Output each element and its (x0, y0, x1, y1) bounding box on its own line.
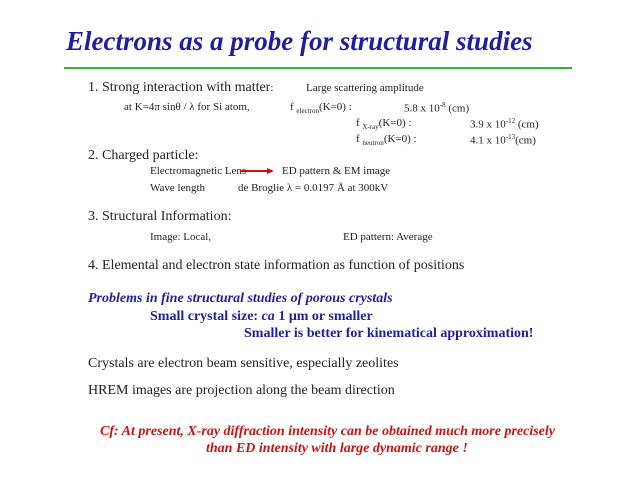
f-electron-value (404, 101, 469, 115)
ed-pattern-average: ED pattern: Average (343, 231, 433, 243)
cf-note-line-1: Cf: At present, X-ray diffraction intensity can be obtained much more precisely (100, 424, 555, 439)
section-1-colon: : (270, 82, 274, 94)
f-xray-arg: (K=0) : (378, 117, 412, 129)
small-crystal-size (150, 309, 373, 325)
section-3-heading: 3. Structural Information: (88, 209, 232, 224)
electromagnetic-lens: Electromagnetic Lens (150, 165, 247, 177)
small-crystal-size-value: 1 μm or smaller (274, 309, 373, 324)
wavelength-label: Wave length (150, 182, 206, 194)
f-neutron-label (356, 133, 417, 147)
f-neutron-base: 4.1 x 10 (470, 134, 506, 147)
section-1-heading (88, 80, 273, 96)
f-neutron-sub: neutron (362, 139, 384, 148)
image-local: Image: Local, (150, 231, 212, 243)
cf-note-line-2: than ED intensity with large dynamic range ! (206, 441, 468, 456)
title-underline (64, 67, 572, 69)
f-neutron-symbol: f (356, 133, 363, 145)
f-xray-base: 3.9 x 10 (470, 118, 506, 131)
beam-sensitive-note: Crystals are electron beam sensitive, especially zeolites (88, 356, 399, 371)
slide-title: Electrons as a probe for structural studies (66, 26, 533, 56)
problems-heading: Problems in fine structural studies of porous crystals (88, 291, 393, 306)
de-broglie-wavelength: de Broglie λ = 0.0197 Å at 300kV (238, 182, 389, 194)
f-electron-arg: (K=0) : (318, 101, 352, 113)
f-electron-base: 5.8 x 10 (404, 102, 440, 115)
f-electron-sub: electron (296, 107, 319, 116)
f-neutron-arg: (K=0) : (383, 133, 417, 145)
kinematical-approximation-note: Smaller is better for kinematical approximation! (244, 326, 534, 341)
hrem-projection-note: HREM images are projection along the beam direction (88, 383, 395, 398)
f-electron-label (290, 101, 352, 115)
small-crystal-size-ca: ca (261, 309, 275, 324)
f-xray-sub: X-ray (362, 123, 379, 132)
scattering-condition: at K=4π sinθ / λ for Si atom, (124, 101, 250, 113)
f-xray-unit: (cm) (515, 118, 539, 131)
f-xray-value (470, 117, 539, 131)
section-2-heading: 2. Charged particle: (88, 148, 199, 163)
scattering-amplitude: Large scattering amplitude (306, 82, 424, 94)
f-xray-symbol: f (356, 117, 363, 129)
section-1-heading-text: 1. Strong interaction with matter (88, 80, 271, 95)
f-neutron-value (470, 133, 536, 147)
f-electron-exp: -8 (439, 101, 446, 109)
section-4-heading: 4. Elemental and electron state information as function of positions (88, 258, 465, 273)
small-crystal-size-label: Small crystal size: (150, 309, 262, 324)
f-neutron-unit: (cm) (515, 134, 536, 147)
right-arrow-icon (240, 168, 274, 174)
f-neutron-exp: -13 (505, 133, 516, 141)
f-electron-unit: (cm) (445, 102, 470, 115)
f-xray-exp: -12 (505, 117, 516, 125)
f-electron-symbol: f (290, 101, 297, 113)
ed-pattern-em-image: ED pattern & EM image (282, 165, 391, 177)
f-xray-label (356, 117, 412, 131)
